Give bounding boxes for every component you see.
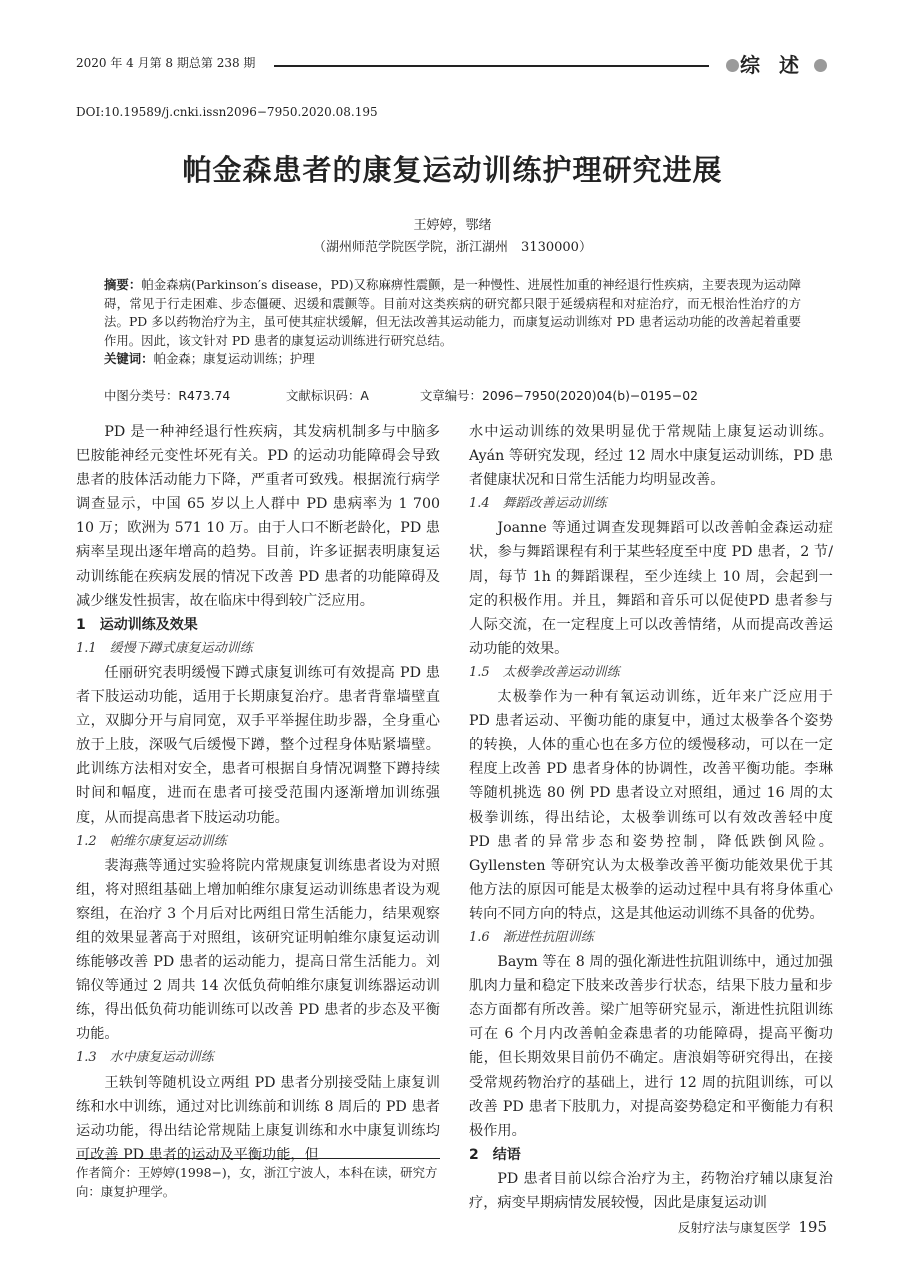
- author-note-text: 作者简介：王婷婷(1998−)，女，浙江宁波人，本科在读，研究方向：康复护理学。: [76, 1165, 438, 1199]
- paragraph-intro: PD 是一种神经退行性疾病，其发病机制多与中脑多巴胺能神经元变性坏死有关。PD 的运动功能障碍会导致患者的肢体活动能力下降，严重者可致残。根据流行病学调查显示，中国 65 岁以上人群中 PD 患病率为 1 700 10 万；欧洲为 571 10 万。由于人口不断老龄化，PD 患病率呈现出逐年增高的趋势。目前，许多证据表明康复运动训练能在疾病发展的情况下改善 PD 患者的功能障碍及减少继发性损害，故在临床中得到较广泛应用。: [76, 424, 440, 609]
- document-code: 文献标识码：A: [286, 388, 369, 403]
- abstract-text: 帕金森病(Parkinson′s disease，PD)又称麻痹性震颤，是一种慢性、进展性加重的神经退行性疾病，主要表现为运动障碍，常见于行走困难、步态僵硬、迟缓和震颤等。目前对这类疾病的研究都只限于延缓病程和对症治疗，而无根治性治疗的方法。PD 多以药物治疗为主，虽可使其症状缓解，但无法改善其运动能力，而康复运动训练对 PD 患者运动功能的改善起着重要作用。因此，该文针对 PD 患者的康复运动训练进行研究总结。: [104, 277, 802, 348]
- section-2-heading: 2 结语: [469, 1146, 521, 1163]
- page-footer: [678, 1218, 827, 1236]
- author-note: [76, 1158, 440, 1201]
- section-label: 综 述: [740, 53, 805, 77]
- keywords-text: 帕金森；康复运动训练；护理: [153, 351, 315, 367]
- authors: 王婷婷，鄂绪: [413, 218, 492, 233]
- abstract-label: 摘要：: [104, 277, 142, 292]
- affiliation: （湖州师范学院医学院，浙江湖州 3130000）: [313, 240, 592, 255]
- abstract-block: [104, 276, 801, 369]
- subsection-1-3-heading: 1.3 水中康复运动训练: [76, 1050, 214, 1066]
- keywords-label: 关键词：: [104, 351, 154, 367]
- journal-name: 反射疗法与康复医学: [677, 1220, 791, 1235]
- header-rule: [274, 65, 709, 67]
- header-dot-left-icon: [726, 59, 739, 72]
- page-number: 195: [798, 1218, 827, 1236]
- subsection-1-1-heading: 1.1 缓慢下蹲式康复运动训练: [76, 640, 253, 656]
- paragraph-1-3-part2: 水中运动训练的效果明显优于常规陆上康复运动训练。Ayán 等研究发现，经过 12 周水中康复运动训练，PD 患者健康状况和日常生活能力均明显改善。: [469, 424, 833, 489]
- subsection-1-2-heading: 1.2 帕维尔康复运动训练: [76, 833, 227, 849]
- doi: DOI:10.19589/j.cnki.issn2096−7950.2020.08.195: [76, 105, 378, 119]
- subsection-1-5-heading: 1.5 太极拳改善运动训练: [469, 664, 620, 680]
- article-number: 文章编号：2096−7950(2020)04(b)−0195−02: [420, 388, 698, 403]
- body-column-right: [469, 420, 833, 1215]
- paragraph-2: PD 患者目前以综合治疗为主，药物治疗辅以康复治疗，病变早期病情发展较慢，因此是康复运动训: [469, 1170, 833, 1211]
- abstract: [104, 276, 801, 350]
- paragraph-1-4: Joanne 等通过调查发现舞蹈可以改善帕金森运动症状，参与舞蹈课程有利于某些轻度至中度 PD 患者，2 节/周，每节 1h 的舞蹈课程，至少连续上 10 周，会起到一定的积极作用。并且，舞蹈和音乐可以促使PD 患者参与人际交流，在一定程度上可以改善情绪，从而提高改善运动功能的效果。: [469, 520, 833, 657]
- paragraph-1-5: 太极拳作为一种有氧运动训练，近年来广泛应用于 PD 患者运动、平衡功能的康复中，通过太极拳各个姿势的转换，人体的重心也在多方位的缓慢移动，可以在一定程度上改善 PD 患者身体的协调性，改善平衡功能。李琳等随机挑选 80 例 PD 患者设立对照组，通过 16 周的太极拳训练，得出结论，太极拳训练可以有效改善轻中度 PD 患者的异常步态和姿势控制，降低跌倒风险。Gyllensten 等研究认为太极拳改善平衡功能效果优于其他方法的原因可能是太极拳的运动过程中具有将身体重心转向不同方向的特点，这是其他运动训练不具备的优势。: [469, 689, 833, 922]
- paragraph-1-3-part1: 王轶钊等随机设立两组 PD 患者分别接受陆上康复训练和水中训练，通过对比训练前和训练 8 周后的 PD 患者运动功能，得出结论常规陆上康复训练和水中康复训练均可改善 PD 患者的运动及平衡功能，但: [76, 1074, 440, 1163]
- running-header: [76, 52, 827, 78]
- body-column-left: [76, 420, 440, 1167]
- section-1-heading: 1 运动训练及效果: [76, 616, 198, 633]
- header-dot-right-icon: [814, 59, 827, 72]
- paragraph-1-1: 任丽研究表明缓慢下蹲式康复训练可有效提高 PD 患者下肢运动功能，适用于长期康复治疗。患者背靠墙壁直立，双脚分开与肩同宽，双手平举握住助步器，全身重心放于上肢，深吸气后缓慢下蹲，整个过程身体贴紧墙壁。此训练方法相对安全，患者可根据自身情况调整下蹲持续时间和幅度，进而在患者可接受范围内逐渐增加训练强度，从而提高患者下肢运动功能。: [76, 664, 440, 826]
- keywords: [104, 350, 801, 369]
- article-title: 帕金森患者的康复运动训练护理研究进展: [182, 153, 723, 187]
- subsection-1-4-heading: 1.4 舞蹈改善运动训练: [469, 496, 607, 512]
- paragraph-1-6: Baym 等在 8 周的强化渐进性抗阻训练中，通过加强肌肉力量和稳定下肢来改善步行状态，结果下肢力量和步态方面都有所改善。梁广旭等研究显示，渐进性抗阻训练可在 6 个月内改善帕金森患者的功能障碍，提高平衡功能，但长期效果目前仍不确定。唐浪娟等研究得出，在接受常规药物治疗的基础上，进行 12 周的抗阻训练，可以改善 PD 患者下肢肌力，对提高姿势稳定和平衡能力有积极作用。: [469, 954, 833, 1139]
- subsection-1-6-heading: 1.6 渐进性抗阻训练: [469, 929, 594, 945]
- paragraph-1-2: 裴海燕等通过实验将院内常规康复训练患者设为对照组，将对照组基础上增加帕维尔康复运动训练患者设为观察组，在治疗 3 个月后对比两组日常生活能力，结果观察组的效果显著高于对照组，该研究证明帕维尔康复运动训练能够改善 PD 患者的运动能力，提高日常生活能力。刘锦仪等通过 2 周共 14 次低负荷帕维尔康复训练器运动训练，得出低负荷功能训练可以改善 PD 患者的步态及平衡功能。: [76, 857, 440, 1043]
- clc-number: 中图分类号：R473.74: [104, 388, 231, 403]
- issue-info: 2020 年 4 月第 8 期总第 238 期: [76, 56, 256, 70]
